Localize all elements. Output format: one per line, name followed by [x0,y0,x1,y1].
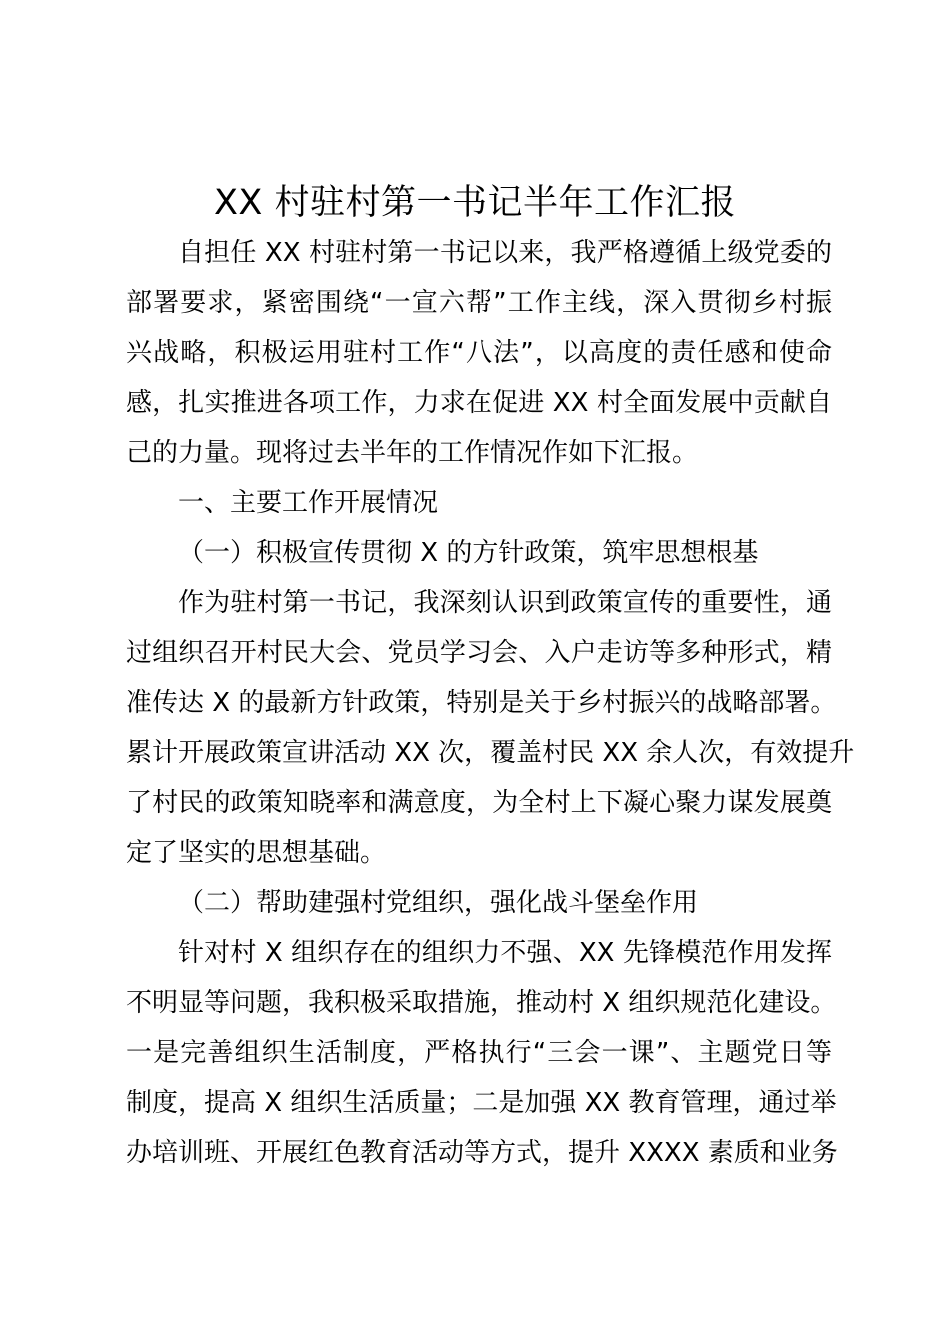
document-title: XX 村驻村第一书记半年工作汇报 [213,183,737,223]
subsection-heading-2: （二）帮助建强村党组织，强化战斗堡垒作用 [178,888,699,918]
section-heading-1: 一、主要工作开展情况 [178,488,439,518]
party-line-2: 不明显等问题，我积极采取措施，推动村 X 组织规范化建设。 [126,988,837,1018]
party-line-5: 办培训班、开展红色教育活动等方式，提升 XXXX 素质和业务 [126,1138,838,1168]
policy-line-1: 作为驻村第一书记，我深刻认识到政策宣传的重要性，通 [178,588,832,618]
policy-line-6: 定了坚实的思想基础。 [126,838,387,868]
intro-line-5: 己的力量。现将过去半年的工作情况作如下汇报。 [126,438,699,468]
party-line-4: 制度，提高 X 组织生活质量；二是加强 XX 教育管理，通过举 [126,1088,837,1118]
intro-line-4: 感，扎实推进各项工作，力求在促进 XX 村全面发展中贡献自 [126,388,832,418]
subsection-heading-1: （一）积极宣传贯彻 X 的方针政策，筑牢思想根基 [178,538,759,568]
intro-line-2: 部署要求，紧密围绕“一宣六帮”工作主线，深入贯彻乡村振 [126,288,832,318]
policy-line-2: 过组织召开村民大会、党员学习会、入户走访等多种形式，精 [126,638,832,668]
policy-line-3: 准传达 X 的最新方针政策，特别是关于乡村振兴的战略部署。 [126,688,837,718]
party-line-3: 一是完善组织生活制度，严格执行“三会一课”、主题党日等 [126,1038,832,1068]
intro-line-1: 自担任 XX 村驻村第一书记以来，我严格遵循上级党委的 [178,238,832,268]
policy-line-5: 了村民的政策知晓率和满意度，为全村上下凝心聚力谋发展奠 [126,788,832,818]
party-line-1: 针对村 X 组织存在的组织力不强、XX 先锋模范作用发挥 [178,938,832,968]
intro-line-3: 兴战略，积极运用驻村工作“八法”，以高度的责任感和使命 [126,338,832,368]
policy-line-4: 累计开展政策宣讲活动 XX 次，覆盖村民 XX 余人次，有效提升 [126,738,855,768]
